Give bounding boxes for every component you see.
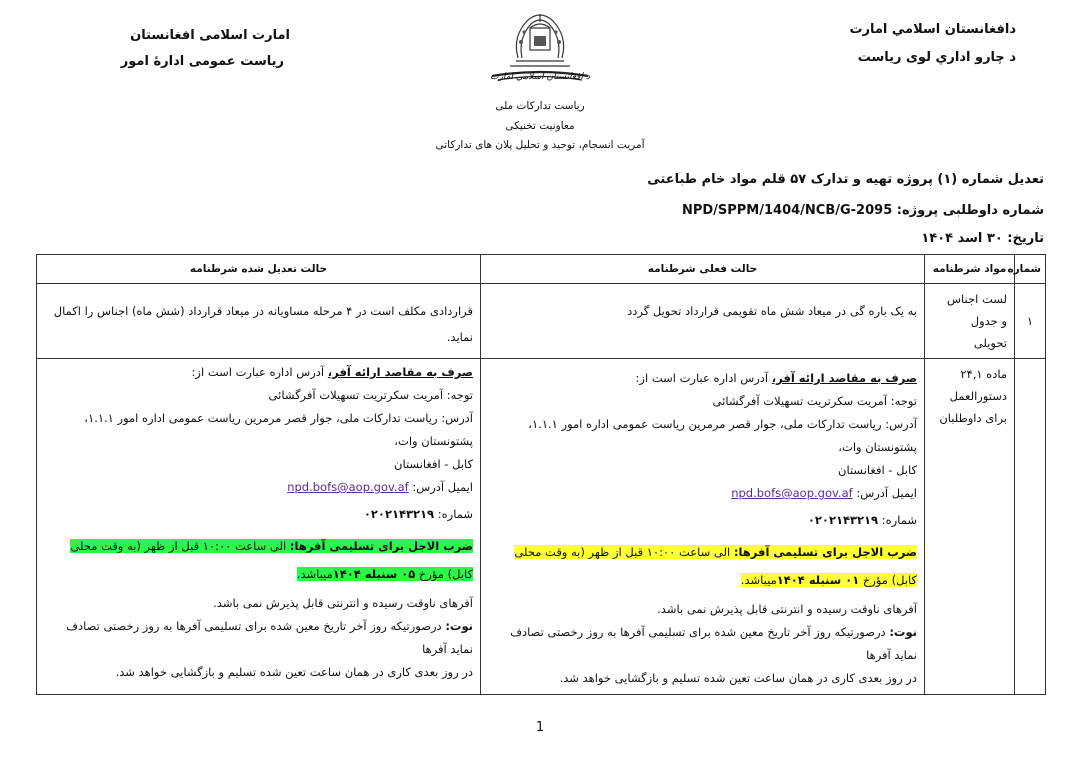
amended-address2: کابل - افغانستان xyxy=(394,457,473,471)
row2-item xyxy=(925,359,1015,695)
center-line3: آمریت انسجام، توحید و تحلیل پلان های تدارکاتی xyxy=(435,139,645,151)
header-current: حالت فعلی شرطنامه xyxy=(481,255,925,284)
row1-current: به یک باره گی در میعاد شش ماه تقویمی قرارداد تحویل گردد xyxy=(481,284,925,359)
doc-number-value: NPD/SPPM/1404/NCB/G-2095 xyxy=(681,203,893,218)
table-row xyxy=(37,284,1046,359)
row1-item-line1: لست اجناس xyxy=(946,292,1007,306)
current-purpose-bold: صرف به مقاصد ارائه آفر، xyxy=(771,371,917,385)
current-deadline-text: الی ساعت ۱۰:۰۰ قبل از ظهر (به وقت محلی کابل) مؤرخ xyxy=(514,545,917,587)
center-line2: معاونیت تخنیکی xyxy=(505,120,575,132)
amended-deadline-label: ضرب الاجل برای تسلیمی آفرها: xyxy=(289,539,473,553)
header-left-line2: ریاست عمومی ادارهٔ امور xyxy=(120,54,284,69)
amended-deadline-date: ۰۵ سنبله ۱۴۰۴ xyxy=(332,567,416,581)
emblem-caption: د افغانستان اسلامي امارت xyxy=(490,72,590,82)
doc-number-label: شماره داوطلبی پروژه: xyxy=(896,203,1044,218)
current-email-link[interactable]: npd.bofs@aop.gov.af xyxy=(731,486,853,500)
row1-amended: قراردادی مکلف است در ۴ مرحله مساویانه در میعاد قرارداد (شش ماه) اجناس را اکمال نماید. xyxy=(37,284,481,359)
page-number: 1 xyxy=(535,720,545,735)
row2-current xyxy=(481,359,925,695)
row2-amended xyxy=(37,359,481,695)
current-late: آفرهای ناوقت رسیده و انترنتی قابل پذیرش نمی باشد. xyxy=(657,602,917,616)
header-right-line2: د چارو اداري لوی ریاست xyxy=(857,50,1016,65)
amended-purpose-rest: آدرس اداره عبارت است از: xyxy=(191,365,328,379)
current-deadline-date: ۰۱ سنبله ۱۴۰۴ xyxy=(776,573,860,587)
current-note-label: نوت: xyxy=(889,625,917,639)
table-row xyxy=(37,359,1046,695)
row2-number xyxy=(1015,359,1046,695)
current-deadline-label: ضرب الاجل برای تسلیمی آفرها: xyxy=(733,545,917,559)
amended-note1: درصورتیکه روز آخر تاریخ معین شده برای تسلیمی آفرها به روز رخصتی تصادف نماید آفرها xyxy=(66,619,473,656)
center-line1: ریاست تدارکات ملی xyxy=(495,100,585,112)
row2-item-line1: ماده ۲۴,۱ xyxy=(960,367,1007,381)
current-purpose-rest: آدرس اداره عبارت است از: xyxy=(635,371,772,385)
current-note2: در روز بعدی کاری در همان ساعت تعین شده تسلیم و بازگشایی خواهد شد. xyxy=(559,671,917,685)
row2-item-line3: برای داوطلبان xyxy=(939,411,1007,425)
amended-deadline-text: الی ساعت ۱۰:۰۰ قبل از ظهر (به وقت محلی کابل) مؤرخ xyxy=(70,539,473,581)
doc-title: تعدیل شماره (۱) پروژه تهیه و تدارک ۵۷ قلم مواد خام طباعتی xyxy=(647,172,1044,187)
row1-item xyxy=(925,284,1015,359)
row1-item-line3: تحویلی xyxy=(973,336,1007,350)
row1-number: ۱ xyxy=(1015,284,1046,359)
amended-late: آفرهای ناوقت رسیده و انترنتی قابل پذیرش نمی باشد. xyxy=(213,596,473,610)
current-deadline-end: میباشد. xyxy=(740,573,777,587)
header-left-line1: امارت اسلامی افغانستان xyxy=(130,28,290,43)
table-header-row xyxy=(37,255,1046,284)
amended-deadline-end: میباشد. xyxy=(296,567,333,581)
current-phone-label: شماره: xyxy=(881,513,917,527)
doc-number xyxy=(682,203,1044,218)
amended-phone-label: شماره: xyxy=(437,507,473,521)
current-note1: درصورتیکه روز آخر تاریخ معین شده برای تسلیمی آفرها به روز رخصتی تصادف نماید آفرها xyxy=(510,625,917,662)
header-amended: حالت تعدیل شده شرطنامه xyxy=(37,255,481,284)
current-address1: آدرس: ریاست تدارکات ملی، جوار قصر مرمرین ریاست عمومی اداره امور ۱.۱.۱، پشتونستان وات، xyxy=(528,417,917,454)
amended-email-link[interactable]: npd.bofs@aop.gov.af xyxy=(287,480,409,494)
current-email-label: ایمیل آدرس: xyxy=(856,486,917,500)
amended-email-label: ایمیل آدرس: xyxy=(412,480,473,494)
amended-phone: ۰۲۰۲۱۴۳۲۱۹ xyxy=(363,507,435,521)
amendment-table xyxy=(36,254,1046,695)
current-attention: توجه: آمریت سکرتریت تسهیلات آفرگشائی xyxy=(712,394,917,408)
amended-address1: آدرس: ریاست تدارکات ملی، جوار قصر مرمرین ریاست عمومی اداره امور ۱.۱.۱، پشتونستان وات، xyxy=(84,411,473,448)
current-phone: ۰۲۰۲۱۴۳۲۱۹ xyxy=(807,513,879,527)
doc-date: تاریخ: ۳۰ اسد ۱۴۰۴ xyxy=(921,231,1044,246)
header-item: مواد شرطنامه xyxy=(925,255,1015,284)
header-right-line1: دافغانستان اسلامي امارت xyxy=(849,22,1016,37)
current-address2: کابل - افغانستان xyxy=(838,463,917,477)
amended-attention: توجه: آمریت سکرتریت تسهیلات آفرگشائی xyxy=(268,388,473,402)
amended-note2: در روز بعدی کاری در همان ساعت تعین شده تسلیم و بازگشایی خواهد شد. xyxy=(115,665,473,679)
amended-note-label: نوت: xyxy=(445,619,473,633)
header-number: شماره xyxy=(1015,255,1046,284)
row2-item-line2: دستورالعمل xyxy=(949,389,1007,403)
row1-item-line2: و جدول xyxy=(970,314,1007,328)
amended-purpose-bold: صرف به مقاصد ارائه آفر، xyxy=(327,365,473,379)
